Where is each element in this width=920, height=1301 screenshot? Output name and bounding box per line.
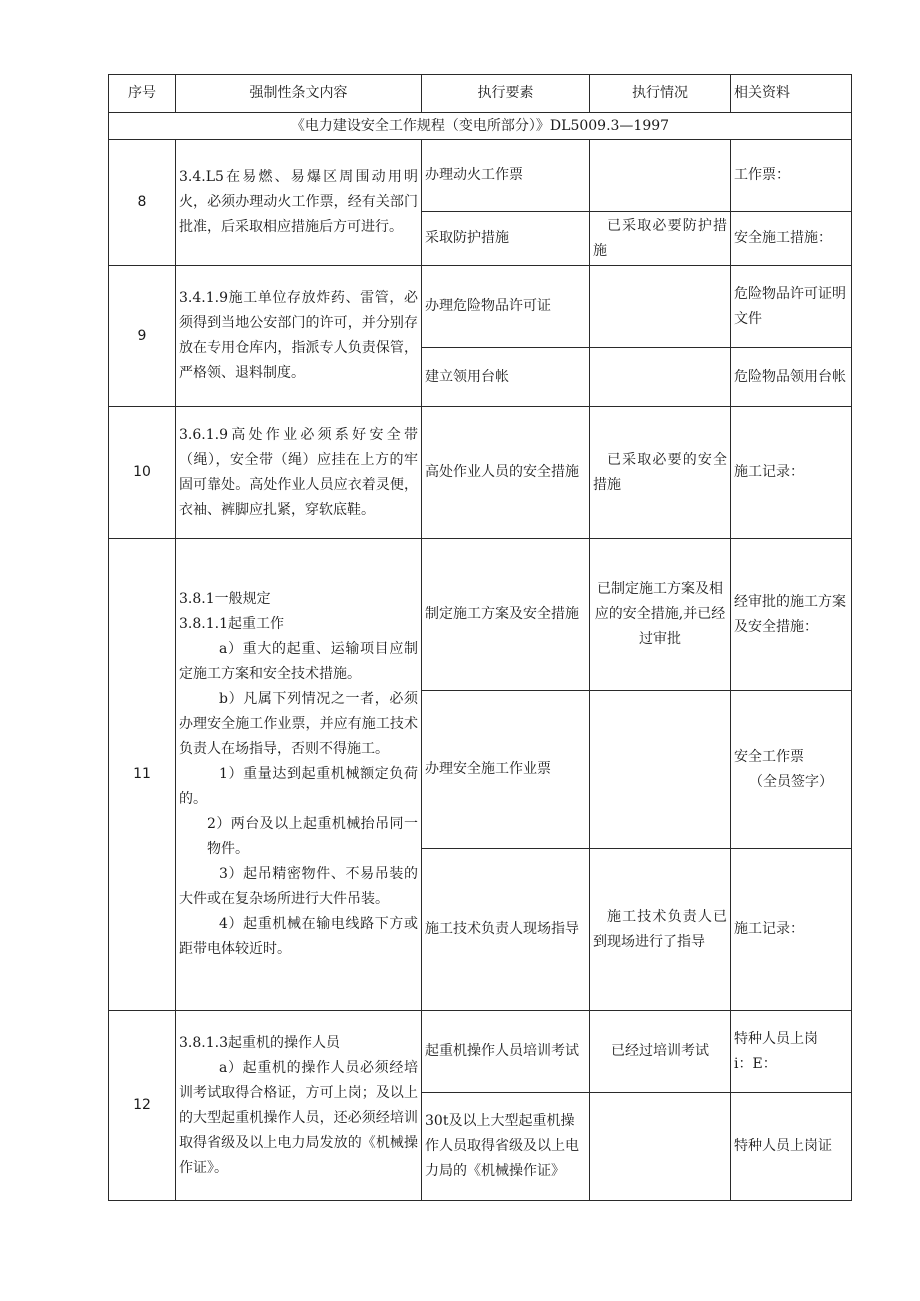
exec-element: 办理危险物品许可证 [422,266,590,348]
content-line: 3.8.1.1起重工作 [179,616,284,632]
exec-status [590,691,731,849]
exec-status: 已经过培训考试 [590,1011,731,1093]
exec-element: 办理安全施工作业票 [422,691,590,849]
header-element: 执行要素 [422,75,590,113]
row-content [176,266,422,407]
section-title-row [109,113,852,140]
content-text: 3.4.L5在易燃、易爆区周围动用明火，必须办理动火工作票，经有关部门批准，后采取相应措施后方可进行。 [179,169,418,235]
table-row [109,266,852,348]
content-line: 3.8.1一般规定 [179,591,271,607]
table-row [109,140,852,212]
status-text: 已采取必要的安全措施 [593,451,727,493]
exec-element: 采取防护措施 [422,212,590,266]
row-number: 8 [109,140,176,266]
content-line: 1）重量达到起重机械额定负荷的。 [179,766,418,807]
exec-element: 起重机操作人员培训考试 [422,1011,590,1093]
content-line: 2）两台及以上起重机械抬吊同一物件。 [207,816,418,857]
status-text: 已制定施工方案及相应的安全措施,并已经过审批 [594,581,726,647]
row-number: 11 [109,539,176,1011]
content-text: 3.6.1.9高处作业必须系好安全带（绳），安全带（绳）应挂在上方的牢固可靠处。高处作业人员应衣着灵便，衣袖、裤脚应扎紧，穿软底鞋。 [179,426,418,518]
related-material: 施工记录： [731,407,852,539]
exec-status [590,266,731,348]
row-number: 12 [109,1011,176,1201]
exec-status [590,1093,731,1201]
material-text: 特种人员上岗 [734,1030,818,1047]
content-line: a）起重机的操作人员必须经培训考试取得合格证，方可上岗；及以上的大型起重机操作人员，还必须经培训取得省级及以上电力局发放的《机械操作证》。 [179,1059,418,1176]
related-material: 危险物品领用台帐 [731,348,852,407]
header-content: 强制性条文内容 [176,75,422,113]
content-line: 3.8.1.3起重机的操作人员 [179,1034,340,1051]
row-content [176,140,422,266]
row-number: 10 [109,407,176,539]
exec-element: 制定施工方案及安全措施 [422,539,590,691]
header-seq: 序号 [109,75,176,113]
section-title: 《电力建设安全工作规程（变电所部分）》DL5009.3—1997 [109,113,852,140]
exec-status [590,539,731,691]
exec-status [590,140,731,212]
exec-element: 高处作业人员的安全措施 [422,407,590,539]
material-note: i：E： [734,1055,777,1072]
related-material [731,691,852,849]
header-material: 相关资料 [731,75,852,113]
content-line: a）重大的起重、运输项目应制定施工方案和安全技术措施。 [179,641,418,682]
table-row [109,407,852,539]
content-text: 3.4.1.9施工单位存放炸药、雷管，必须得到当地公安部门的许可，并分别存放在专用仓库内，指派专人负责保管，严格领、退料制度。 [179,290,418,381]
related-material: 安全施工措施： [731,212,852,266]
exec-status [590,348,731,407]
exec-element: 施工技术负责人现场指导 [422,849,590,1011]
exec-element: 30t及以上大型起重机操作人员取得省级及以上电力局的《机械操作证》 [422,1093,590,1201]
row-content [176,539,422,1011]
content-line: 4）起重机械在输电线路下方或距带电体较近时。 [179,916,418,957]
related-material: 危险物品许可证明文件 [731,266,852,348]
related-material: 特种人员上岗证 [731,1093,852,1201]
header-row [109,75,852,113]
row-content [176,407,422,539]
exec-status [590,407,731,539]
material-text: 安全工作票 [734,748,804,765]
content-line: 3）起吊精密物件、不易吊装的大件或在复杂场所进行大件吊装。 [179,866,418,907]
exec-status [590,212,731,266]
header-status: 执行情况 [590,75,731,113]
material-note: （全员签字） [749,773,833,790]
related-material: 工作票： [731,140,852,212]
status-text: 已采取必要防护措施 [593,217,727,259]
exec-status [590,849,731,1011]
table-row [109,539,852,691]
status-text: 施工技术负责人已到现场进行了指导 [593,908,727,950]
related-material: 经审批的施工方案及安全措施： [731,539,852,691]
related-material [731,1011,852,1093]
exec-element: 建立领用台帐 [422,348,590,407]
row-number: 9 [109,266,176,407]
regulation-table [108,74,852,1201]
exec-element: 办理动火工作票 [422,140,590,212]
related-material: 施工记录： [731,849,852,1011]
table-row [109,1011,852,1093]
content-line: b）凡属下列情况之一者，必须办理安全施工作业票，并应有施工技术负责人在场指导，否则不得施工。 [179,691,418,757]
row-content [176,1011,422,1201]
